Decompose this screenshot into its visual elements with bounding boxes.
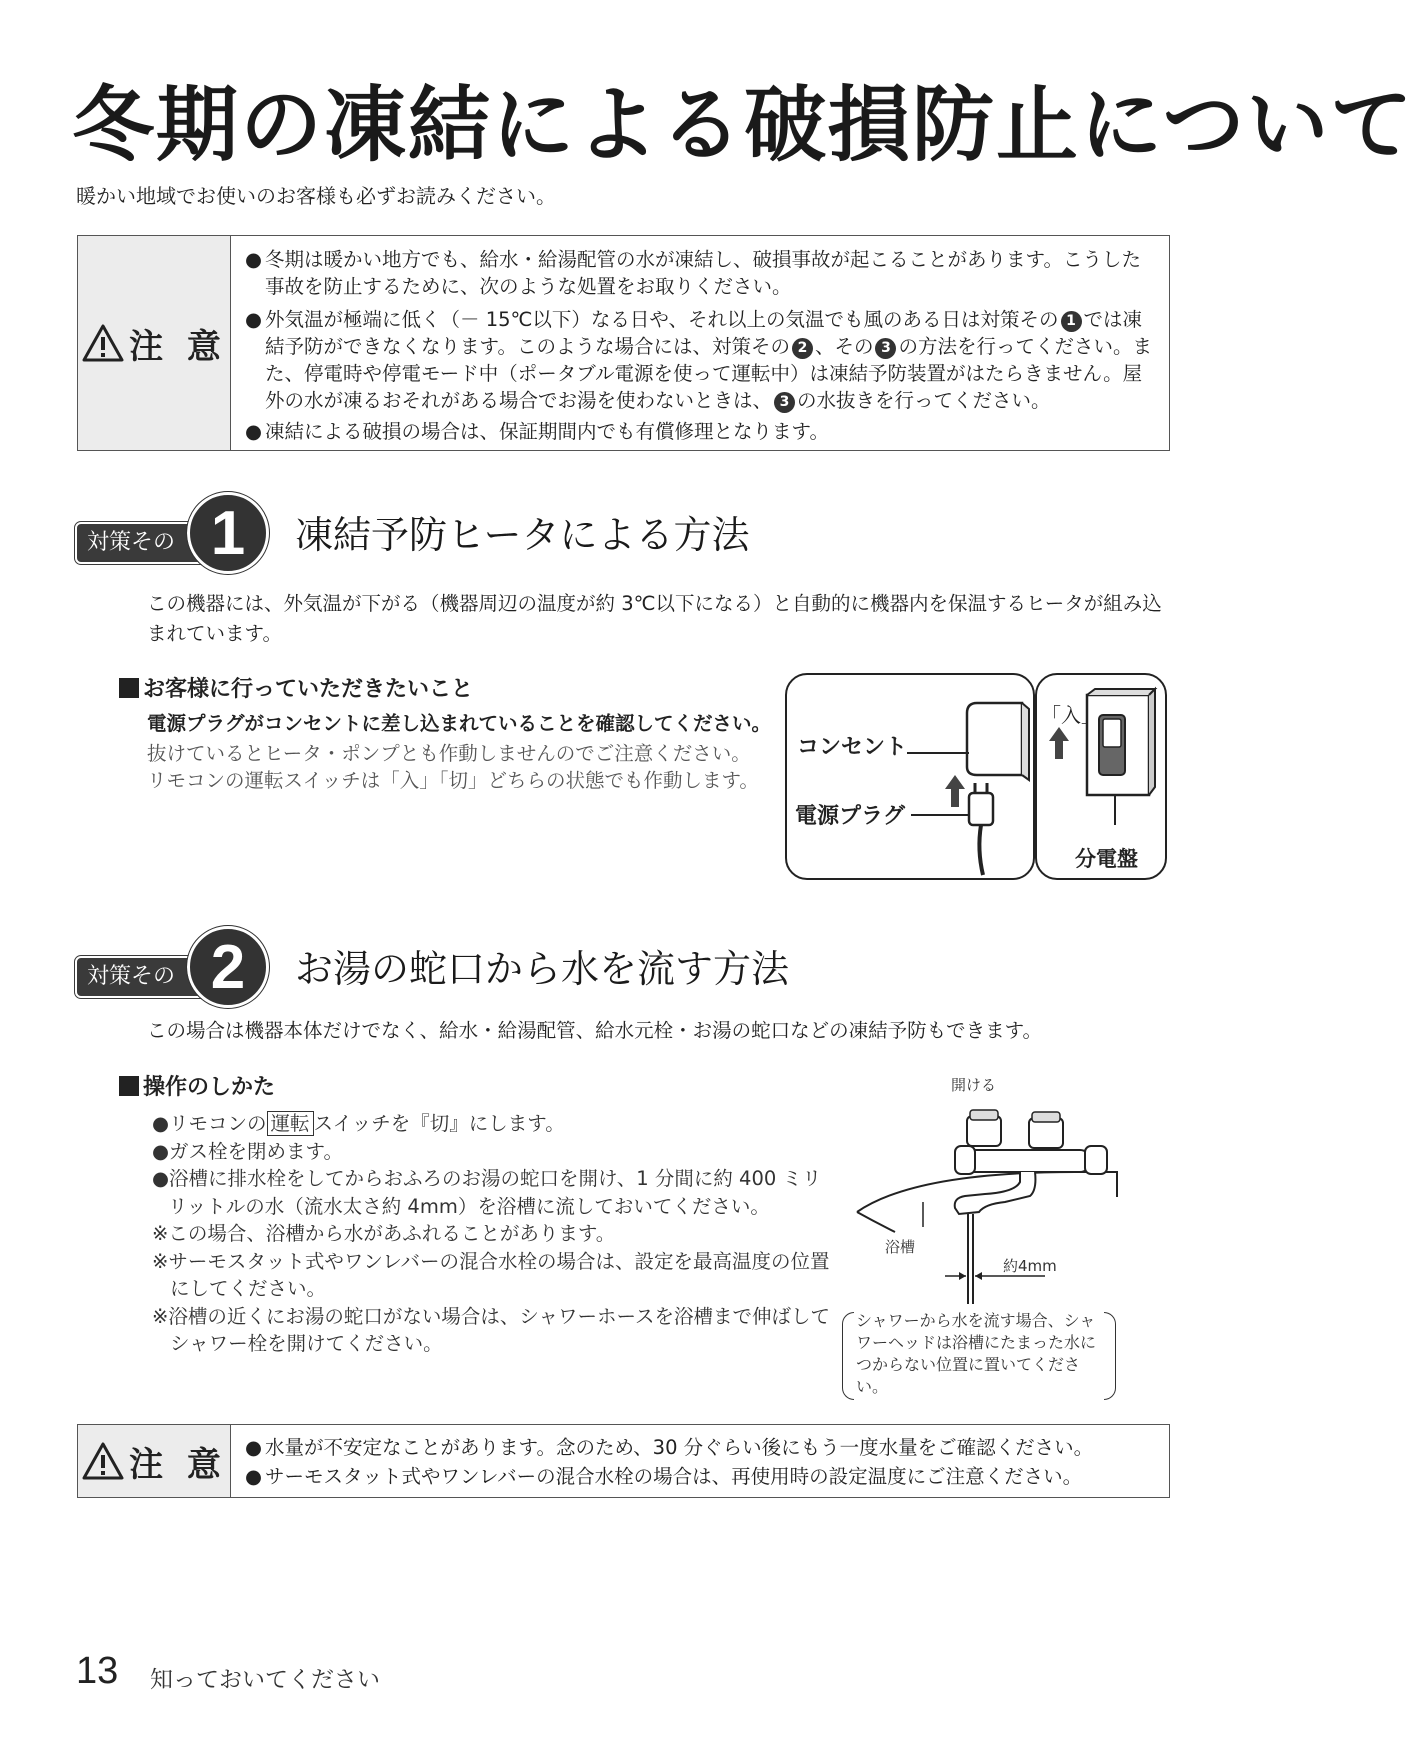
measure-2-description: この場合は機器本体だけでなく、給水・給湯配管、給水元栓・お湯の蛇口などの凍結予防もできます。 bbox=[147, 1019, 1043, 1042]
outlet-figure bbox=[785, 673, 1035, 880]
number-1-icon: 1 bbox=[1061, 311, 1082, 332]
outlet-label: コンセント bbox=[797, 735, 908, 760]
flow-width-label: 約4mm bbox=[1003, 1257, 1057, 1275]
measure-2-heading bbox=[75, 920, 789, 1010]
measure-number: 2 bbox=[187, 926, 269, 1008]
distribution-panel-figure bbox=[1035, 673, 1167, 880]
measure-tag: 対策その bbox=[75, 956, 215, 998]
caution-box-1 bbox=[77, 235, 1170, 451]
page-number: 13 bbox=[76, 1650, 119, 1692]
power-plug-notes: 抜けているとヒータ・ポンプとも作動しませんのでご注意ください。 リモコンの運転スイッチは「入」「切」どちらの状態でも作動します。 bbox=[147, 742, 759, 792]
measure-badge bbox=[75, 920, 265, 1010]
caution-label-text: 注 意 bbox=[129, 326, 227, 367]
measure-number: 1 bbox=[187, 492, 269, 574]
open-label: 開ける bbox=[951, 1076, 997, 1094]
outlet-plug-illustration bbox=[787, 675, 1037, 882]
measure-1-description: この機器には、外気温が下がる（機器周辺の温度が約 3℃以下になる）と自動的に機器内を保温するヒータが組み込まれています。 bbox=[147, 592, 1162, 645]
operation-note: ※浴槽の近くにお湯の蛇口がない場合は、シャワーホースを浴槽まで伸ばしてシャワー栓を開けてください。 bbox=[152, 1304, 830, 1355]
warning-triangle-icon bbox=[81, 1441, 125, 1481]
tub-label: 浴槽 bbox=[885, 1238, 916, 1256]
section-name: 知っておいてください bbox=[150, 1667, 380, 1693]
caution-item: ● 水量が不安定なことがあります。念のため、30 分ぐらい後にもう一度水量をご確認ください。 bbox=[245, 1436, 1094, 1459]
caution-body bbox=[231, 1425, 1169, 1497]
number-3-icon: 3 bbox=[774, 392, 795, 413]
caution-item: ● 外気温が極端に低く（－ 15℃以下）なる日や、それ以上の気温でも風のある日は対策その 1 では凍結予防ができなくなります。このような場合には、対策その 2 、その 3 の方法を行ってください。また、停電時や停電モード中（ポータブル電源を使って運転中）は凍結予防装置がはたらきません。屋外の水が凍るおそれがある場合でお湯を使わないときは、 3 の水抜きを行ってください。 bbox=[245, 308, 1152, 412]
switch-on-label: 「入」 bbox=[1041, 703, 1101, 727]
caution-body bbox=[231, 236, 1169, 450]
caution-item: ● 凍結による破損の場合は、保証期間内でも有償修理となります。 bbox=[245, 420, 829, 443]
warning-triangle-icon bbox=[81, 323, 125, 363]
number-3-icon: 3 bbox=[875, 338, 896, 359]
faucet-illustration bbox=[855, 1072, 1175, 1312]
plug-label: 電源プラグ bbox=[795, 804, 906, 829]
caution-label bbox=[78, 236, 231, 450]
page-subtitle: 暖かい地域でお使いのお客様も必ずお読みください。 bbox=[76, 184, 556, 208]
square-bullet-icon bbox=[119, 1076, 139, 1096]
operation-steps bbox=[152, 1110, 832, 1358]
page-title: 冬期の凍結による破損防止について bbox=[72, 78, 1414, 173]
note-bracket-right bbox=[1104, 1312, 1116, 1400]
number-2-icon: 2 bbox=[792, 338, 813, 359]
measure-2-subheading: 操作のしかた bbox=[119, 1070, 275, 1101]
operation-note: ※サーモスタット式やワンレバーの混合水栓の場合は、設定を最高温度の位置にしてください。 bbox=[152, 1249, 830, 1300]
caution-item: ● サーモスタット式やワンレバーの混合水栓の場合は、再使用時の設定温度にご注意ください。 bbox=[245, 1465, 1083, 1488]
measure-title: 凍結予防ヒータによる方法 bbox=[295, 512, 750, 557]
run-switch-label: 運転 bbox=[267, 1111, 314, 1136]
power-plug-instruction: 電源プラグがコンセントに差し込まれていることを確認してください。 bbox=[147, 712, 772, 735]
shower-note: シャワーから水を流す場合、シャワーヘッドは浴槽にたまった水につからない位置に置いてください。 bbox=[856, 1311, 1097, 1396]
caution-box-2 bbox=[77, 1424, 1170, 1498]
measure-1-heading bbox=[75, 486, 749, 576]
operation-step: ●ガス栓を閉めます。 bbox=[152, 1139, 343, 1163]
measure-badge bbox=[75, 486, 265, 576]
operation-step: ●リモコンの 運転 スイッチを『切』にします。 bbox=[152, 1112, 565, 1135]
caution-item: ● 冬期は暖かい地方でも、給水・給湯配管の水が凍結し、破損事故が起こることがあります。こうした事故を防止するために、次のような処置をお取りください。 bbox=[245, 248, 1141, 298]
note-bracket-left bbox=[842, 1312, 854, 1400]
measure-title: お湯の蛇口から水を流す方法 bbox=[295, 946, 790, 991]
distribution-panel-label: 分電盤 bbox=[1075, 847, 1138, 871]
measure-1-subheading: お客様に行っていただきたいこと bbox=[119, 672, 473, 703]
operation-note: ※この場合、浴槽から水があふれることがあります。 bbox=[152, 1222, 616, 1245]
faucet-figure bbox=[855, 1072, 1175, 1312]
caution-label bbox=[78, 1425, 231, 1497]
operation-step: ●浴槽に排水栓をしてからおふろのお湯の蛇口を開け、1 分間に約 400 ミリリットルの水（流水太さ約 4mm）を浴槽に流しておいてください。 bbox=[152, 1167, 822, 1218]
square-bullet-icon bbox=[119, 678, 139, 698]
caution-label-text: 注 意 bbox=[129, 1444, 227, 1485]
measure-tag: 対策その bbox=[75, 522, 215, 564]
